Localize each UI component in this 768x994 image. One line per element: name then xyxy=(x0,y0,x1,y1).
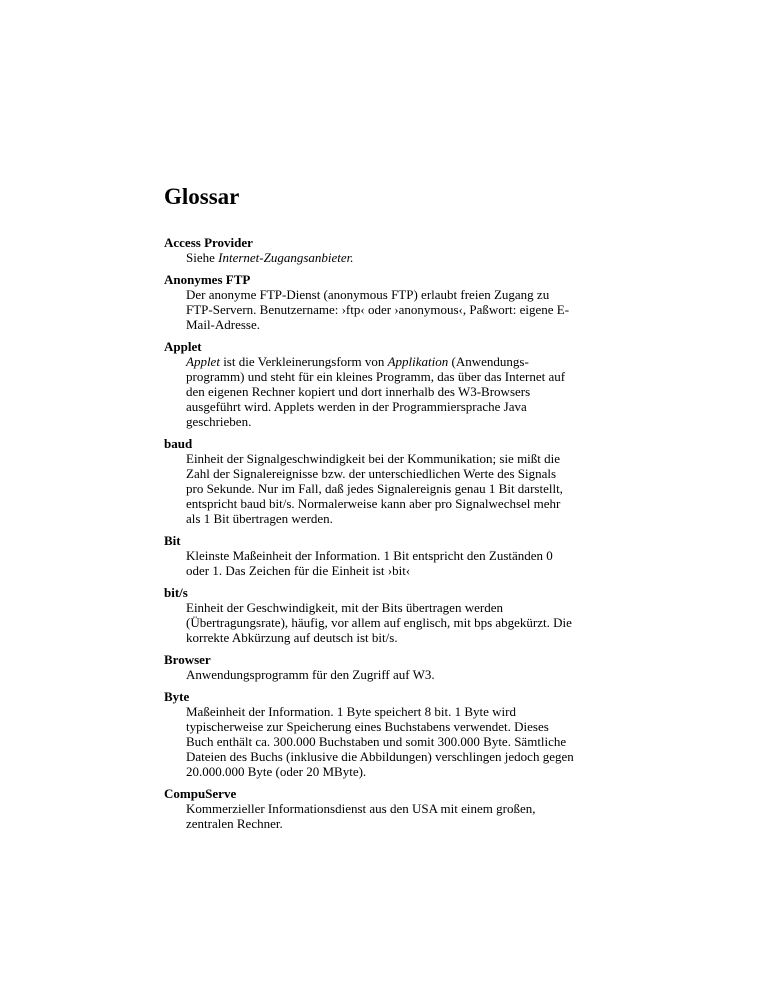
glossary-entry xyxy=(164,235,574,265)
glossary-list xyxy=(164,235,574,831)
definition-text: Einheit der Signalgeschwindigkeit bei der Kommunikation; sie mißt die Zahl der Signalereignisse bzw. der unterschiedlichen Werte des Signals pro Sekunde. Nur im Fall, daß jedes Signalereignis genau 1 Bit darstellt, entspricht baud bit/s. Normalerweise kann aber pro Signalwechsel mehr als 1 Bit übertragen werden. xyxy=(186,451,563,526)
glossary-definition xyxy=(164,287,574,332)
glossary-entry xyxy=(164,786,574,831)
document-page xyxy=(164,183,574,838)
glossary-entry xyxy=(164,652,574,682)
glossary-term: Byte xyxy=(164,689,190,704)
definition-text: (Anwendungsprogramm) und steht für ein kleines Programm, das über das Internet auf den eigenen Rechner kopiert und dort innerhalb des W3-Browsers ausgeführt wird. Applets werden in der Programmiersprache Java geschrieben. xyxy=(186,354,566,429)
glossary-term: Access Provider xyxy=(164,235,253,250)
glossary-definition xyxy=(164,704,574,779)
glossary-definition xyxy=(164,354,574,429)
glossary-definition xyxy=(164,451,574,526)
glossary-entry xyxy=(164,272,574,332)
definition-text: Der anonyme FTP-Dienst (anonymous FTP) erlaubt freien Zugang zu FTP-Servern. Benutzername: ›ftp‹ oder ›anonymous‹, Paßwort: eigene E-Mail-Adresse. xyxy=(186,287,570,332)
definition-text: Maßeinheit der Information. 1 Byte speichert 8 bit. 1 Byte wird typischerweise zur Speicherung eines Buchstabens verwendet. Dieses Buch enthält ca. 300.000 Buchstaben und somit 300.000 Byte. Sämtliche Dateien des Buchs (inklusive die Abbildungen) verschlingen jedoch gegen 20.000.000 Byte (oder 20 MByte). xyxy=(186,704,574,779)
glossary-term: Anonymes FTP xyxy=(164,272,251,287)
glossary-definition xyxy=(164,801,574,831)
glossary-entry xyxy=(164,585,574,645)
glossary-entry xyxy=(164,339,574,429)
glossary-entry xyxy=(164,533,574,578)
glossary-definition xyxy=(164,600,574,645)
glossary-term: Applet xyxy=(164,339,202,354)
glossary-term: bit/s xyxy=(164,585,188,600)
definition-emphasis: Applet xyxy=(186,354,220,369)
glossary-term: baud xyxy=(164,436,193,451)
glossary-definition xyxy=(164,548,574,578)
glossary-definition xyxy=(164,667,574,682)
page-title: Glossar xyxy=(164,184,240,209)
glossary-term: CompuServe xyxy=(164,786,237,801)
definition-text: Anwendungsprogramm für den Zugriff auf W3. xyxy=(186,667,435,682)
glossary-term: Bit xyxy=(164,533,181,548)
glossary-definition xyxy=(164,250,574,265)
definition-emphasis: Applikation xyxy=(387,354,449,369)
definition-emphasis: Internet-Zugangsanbieter. xyxy=(218,250,354,265)
glossary-entry xyxy=(164,689,574,779)
glossary-term: Browser xyxy=(164,652,211,667)
definition-text: ist die Verkleinerungsform von xyxy=(219,354,388,369)
definition-text: Kleinste Maßeinheit der Information. 1 Bit entspricht den Zuständen 0 oder 1. Das Zeichen für die Einheit ist ›bit‹ xyxy=(186,548,553,578)
definition-text: Siehe xyxy=(186,250,219,265)
definition-text: Einheit der Geschwindigkeit, mit der Bits übertragen werden (Übertragungsrate), häufig, vor allem auf englisch, mit bps abgekürzt. Die korrekte Abkürzung auf deutsch ist bit/s. xyxy=(186,600,572,645)
definition-text: Kommerzieller Informationsdienst aus den USA mit einem großen, zentralen Rechner. xyxy=(186,801,536,831)
glossary-entry xyxy=(164,436,574,526)
